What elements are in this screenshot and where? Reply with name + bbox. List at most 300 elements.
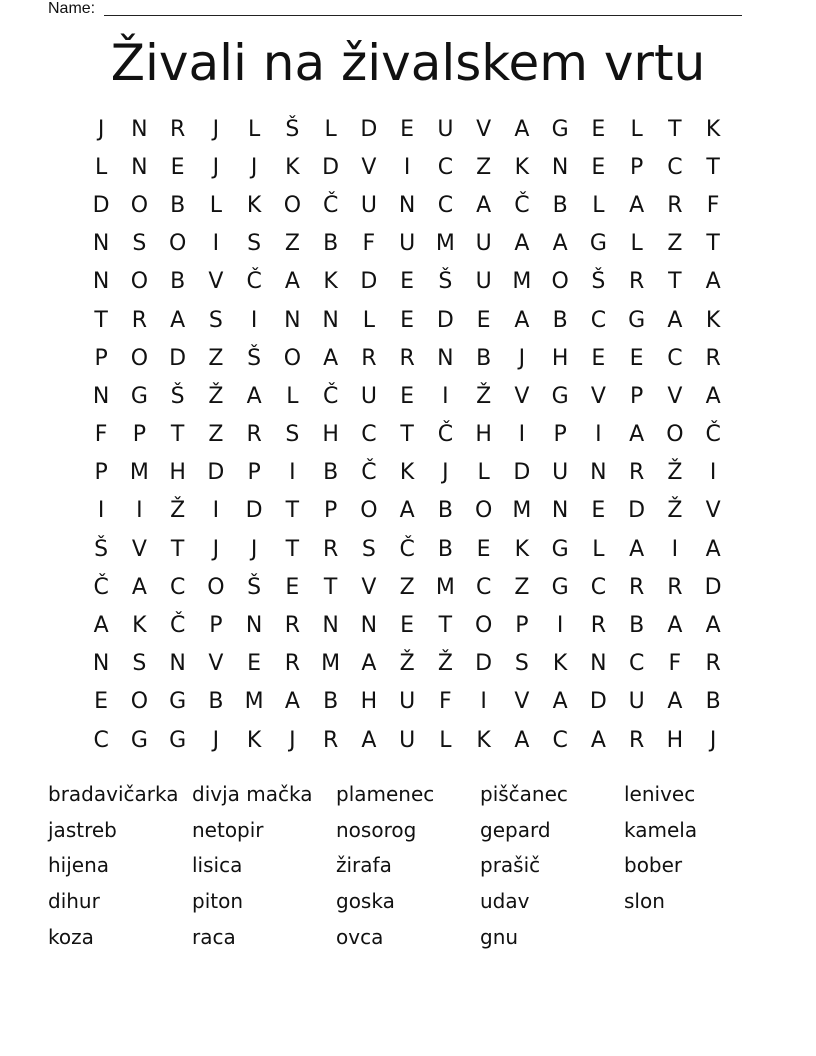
grid-letter: A — [284, 689, 300, 715]
grid-letter: C — [437, 154, 454, 180]
grid-letter: Č — [705, 422, 721, 448]
grid-letter: K — [246, 192, 262, 218]
grid-letter: U — [360, 383, 377, 409]
grid-letter: R — [399, 345, 415, 371]
grid-letter: B — [705, 689, 721, 715]
grid-letter: D — [589, 689, 607, 715]
grid-letter: E — [285, 574, 300, 600]
grid-letter: E — [400, 613, 415, 639]
grid-letter: O — [130, 192, 149, 218]
grid-letter: S — [247, 231, 262, 257]
grid-letter: J — [212, 116, 220, 142]
grid-letter: E — [400, 116, 415, 142]
grid-letter: O — [168, 231, 187, 257]
grid-letter: G — [628, 307, 646, 333]
grid-letter: U — [437, 116, 454, 142]
grid-letter: M — [129, 460, 149, 486]
grid-letter: V — [590, 383, 606, 409]
grid-letter: Š — [170, 383, 185, 409]
grid-letter: T — [400, 422, 414, 448]
grid-letter: R — [628, 574, 645, 600]
grid-letter: C — [169, 574, 186, 600]
grid-letter: L — [247, 116, 261, 142]
grid-letter: I — [136, 498, 143, 524]
grid-letter: O — [283, 192, 302, 218]
grid-letter: T — [323, 574, 338, 600]
word-list-item: piščanec — [480, 782, 568, 806]
grid-letter: G — [169, 727, 187, 753]
grid-letter: N — [284, 307, 301, 333]
grid-letter: D — [322, 154, 340, 180]
word-list-item: jastreb — [48, 817, 117, 842]
grid-letter: O — [360, 498, 378, 524]
grid-letter: N — [131, 116, 148, 142]
grid-letter: R — [284, 613, 301, 639]
grid-letter: Č — [399, 536, 415, 562]
grid-letter: S — [132, 231, 147, 257]
grid-letter: E — [591, 345, 606, 371]
grid-letter: T — [285, 536, 300, 562]
grid-letter: E — [591, 116, 606, 142]
grid-letter: J — [250, 536, 258, 562]
word-list-item: netopir — [192, 817, 264, 842]
word-list-item: gnu — [480, 924, 519, 949]
grid-letter: B — [208, 689, 224, 715]
grid-letter: R — [590, 613, 607, 639]
grid-letter: E — [591, 498, 606, 524]
grid-letter: L — [286, 383, 299, 409]
word-list-item: žirafa — [336, 853, 392, 878]
word-list-item: udav — [480, 889, 530, 914]
grid-letter: M — [435, 574, 455, 600]
grid-letter: N — [437, 345, 454, 371]
grid-letter: D — [436, 307, 454, 333]
grid-letter: Š — [438, 269, 453, 295]
grid-letter: J — [709, 727, 717, 753]
grid-letter: I — [97, 498, 105, 524]
grid-letter: A — [667, 689, 683, 715]
grid-letter: V — [131, 536, 147, 562]
grid-letter: N — [131, 154, 148, 180]
grid-letter: N — [92, 383, 110, 409]
word-list-item: slon — [624, 889, 665, 914]
grid-letter: P — [94, 460, 108, 486]
grid-letter: D — [92, 192, 110, 218]
grid-letter: O — [207, 574, 225, 600]
grid-letter: R — [705, 345, 721, 371]
grid-letter: P — [515, 613, 529, 639]
grid-letter: Š — [591, 269, 606, 295]
grid-letter: P — [629, 383, 644, 409]
grid-letter: N — [590, 651, 607, 677]
grid-letter: Č — [169, 613, 186, 639]
grid-letter: V — [361, 154, 377, 180]
grid-letter: J — [442, 460, 449, 486]
grid-letter: Ž — [437, 651, 453, 677]
grid-letter: S — [208, 307, 223, 333]
grid-letter: R — [667, 192, 683, 218]
grid-letter: M — [435, 231, 455, 257]
grid-letter: U — [399, 727, 416, 753]
grid-letter: K — [323, 269, 338, 295]
grid-letter: Č — [93, 574, 109, 600]
grid-letter: A — [629, 422, 645, 448]
word-list-item: goska — [336, 889, 395, 914]
grid-letter: A — [514, 116, 530, 142]
grid-letter: M — [512, 269, 532, 295]
grid-letter: B — [170, 269, 186, 295]
grid-letter: J — [97, 116, 105, 142]
grid-letter: A — [93, 613, 109, 639]
word-list-item: lenivec — [624, 782, 696, 806]
grid-letter: U — [475, 269, 492, 295]
word-list-item: koza — [48, 924, 94, 949]
grid-letter: C — [628, 651, 645, 677]
grid-letter: O — [130, 345, 149, 371]
grid-letter: D — [360, 116, 378, 142]
grid-letter: Z — [514, 574, 530, 600]
grid-letter: A — [514, 727, 530, 753]
grid-letter: G — [130, 727, 148, 753]
grid-letter: L — [94, 154, 108, 180]
grid-letter: B — [629, 613, 645, 639]
grid-letter: G — [551, 574, 569, 600]
grid-letter: U — [399, 231, 416, 257]
grid-letter: A — [667, 613, 683, 639]
word-search-grid — [82, 110, 732, 759]
grid-letter: T — [170, 536, 185, 562]
grid-letter: K — [705, 307, 721, 333]
grid-letter: I — [212, 231, 220, 257]
grid-letter: T — [94, 307, 108, 333]
grid-letter: U — [628, 689, 645, 715]
grid-letter: A — [705, 269, 721, 295]
word-list-item: dihur — [48, 889, 100, 914]
grid-letter: I — [289, 460, 296, 486]
grid-letter: G — [551, 536, 569, 562]
grid-letter: Č — [514, 192, 530, 218]
grid-letter: G — [551, 116, 569, 142]
grid-letter: D — [704, 574, 722, 600]
grid-letter: K — [476, 727, 491, 753]
grid-letter: R — [628, 727, 645, 753]
grid-letter: N — [590, 460, 607, 486]
grid-letter: E — [476, 307, 491, 333]
grid-letter: Š — [285, 116, 300, 142]
grid-letter: D — [628, 498, 646, 524]
grid-letter: Č — [361, 460, 377, 486]
grid-letter: S — [132, 651, 147, 677]
grid-letter: C — [552, 727, 568, 753]
grid-letter: K — [246, 727, 262, 753]
grid-letter: A — [399, 498, 415, 524]
grid-letter: Č — [246, 269, 262, 295]
grid-letter: H — [360, 689, 378, 715]
grid-letter: A — [590, 727, 606, 753]
grid-letter: B — [323, 460, 339, 486]
grid-letter: R — [169, 116, 186, 142]
grid-letter: N — [322, 307, 339, 333]
name-field — [48, 0, 95, 18]
grid-letter: T — [668, 116, 682, 142]
grid-letter: Z — [476, 154, 492, 180]
grid-letter: Z — [399, 574, 415, 600]
grid-letter: J — [212, 536, 220, 562]
grid-letter: F — [668, 651, 682, 677]
word-list-item: gepard — [480, 817, 551, 842]
word-list-item: lisica — [192, 853, 243, 878]
grid-letter: F — [362, 231, 376, 257]
grid-letter: F — [706, 192, 720, 218]
grid-letter: T — [668, 269, 682, 295]
grid-letter: N — [551, 498, 569, 524]
grid-letter: L — [630, 116, 643, 142]
grid-letter: B — [552, 307, 568, 333]
grid-letter: T — [170, 422, 185, 448]
grid-letter: E — [247, 651, 262, 677]
page-title: Živali na živalskem vrtu — [110, 34, 706, 92]
grid-letter: B — [323, 689, 339, 715]
grid-letter: I — [250, 307, 258, 333]
grid-letter: A — [552, 689, 568, 715]
grid-letter: J — [212, 154, 220, 180]
grid-letter: R — [628, 269, 645, 295]
grid-letter: N — [245, 613, 263, 639]
grid-letter: A — [131, 574, 147, 600]
grid-letter: O — [666, 422, 684, 448]
grid-letter: B — [437, 498, 453, 524]
grid-letter: C — [361, 422, 377, 448]
grid-letter: D — [360, 269, 378, 295]
grid-letter: P — [247, 460, 261, 486]
grid-letter: R — [628, 460, 645, 486]
grid-letter: E — [476, 536, 491, 562]
grid-letter: V — [514, 383, 530, 409]
grid-letter: V — [476, 116, 492, 142]
grid-letter: L — [324, 116, 337, 142]
grid-letter: P — [323, 498, 338, 524]
grid-letter: D — [207, 460, 225, 486]
grid-letter: A — [361, 727, 377, 753]
grid-letter: H — [169, 460, 186, 486]
grid-letter: H — [322, 422, 339, 448]
grid-letter: B — [437, 536, 453, 562]
grid-letter: R — [322, 536, 339, 562]
grid-letter: Š — [247, 574, 262, 600]
word-list-item: bober — [624, 853, 683, 878]
grid-letter: Z — [208, 422, 224, 448]
grid-letter: M — [244, 689, 264, 715]
grid-letter: I — [518, 422, 526, 448]
grid-letter: R — [667, 574, 683, 600]
grid-letter: B — [476, 345, 492, 371]
grid-letter: O — [130, 269, 149, 295]
grid-letter: L — [209, 192, 222, 218]
grid-letter: Ž — [399, 651, 415, 677]
grid-letter: Š — [247, 345, 262, 371]
grid-letter: A — [323, 345, 339, 371]
grid-letter: P — [132, 422, 147, 448]
grid-letter: B — [323, 231, 339, 257]
grid-letter: A — [284, 269, 300, 295]
grid-letter: K — [514, 154, 530, 180]
grid-letter: P — [94, 345, 108, 371]
grid-letter: A — [667, 307, 683, 333]
grid-letter: Z — [284, 231, 300, 257]
grid-letter: P — [629, 154, 644, 180]
grid-letter: N — [92, 231, 110, 257]
grid-letter: C — [667, 345, 683, 371]
grid-letter: V — [514, 689, 530, 715]
grid-letter: A — [361, 651, 377, 677]
grid-letter: R — [705, 651, 721, 677]
grid-letter: I — [480, 689, 487, 715]
grid-letter: B — [170, 192, 186, 218]
grid-letter: H — [475, 422, 492, 448]
grid-letter: R — [284, 651, 301, 677]
grid-letter: A — [514, 231, 530, 257]
grid-letter: K — [132, 613, 147, 639]
grid-letter: Ž — [667, 498, 683, 524]
grid-letter: N — [551, 154, 569, 180]
grid-letter: U — [360, 192, 377, 218]
grid-letter: A — [629, 192, 645, 218]
grid-letter: D — [245, 498, 263, 524]
word-list-item: prašič — [480, 853, 541, 878]
grid-letter: I — [442, 383, 449, 409]
grid-letter: N — [322, 613, 339, 639]
grid-letter: G — [589, 231, 607, 257]
grid-letter: L — [630, 231, 643, 257]
grid-letter: A — [629, 536, 645, 562]
grid-letter: J — [289, 727, 296, 753]
word-list — [48, 776, 768, 954]
grid-letter: V — [208, 269, 224, 295]
grid-letter: A — [514, 307, 530, 333]
grid-letter: E — [94, 689, 109, 715]
grid-letter: U — [475, 231, 492, 257]
grid-letter: L — [362, 307, 375, 333]
grid-letter: A — [170, 307, 186, 333]
grid-letter: T — [438, 613, 453, 639]
grid-letter: Č — [322, 383, 339, 409]
grid-letter: K — [285, 154, 300, 180]
grid-letter: A — [705, 613, 721, 639]
grid-letter: T — [706, 154, 720, 180]
grid-letter: Z — [667, 231, 683, 257]
grid-letter: L — [592, 536, 605, 562]
grid-letter: E — [629, 345, 644, 371]
grid-letter: G — [169, 689, 187, 715]
grid-letter: T — [285, 498, 300, 524]
grid-letter: N — [398, 192, 416, 218]
grid-letter: N — [169, 651, 186, 677]
grid-letter: N — [92, 269, 110, 295]
grid-letter: Ž — [208, 383, 224, 409]
grid-letter: P — [209, 613, 223, 639]
grid-letter: F — [439, 689, 452, 715]
word-list-item: ovca — [336, 924, 384, 949]
grid-letter: G — [130, 383, 148, 409]
grid-letter: R — [246, 422, 262, 448]
grid-letter: V — [361, 574, 377, 600]
grid-letter: N — [92, 651, 110, 677]
word-list-item: bradavičarka — [48, 782, 179, 806]
grid-letter: C — [667, 154, 683, 180]
grid-letter: J — [212, 727, 220, 753]
grid-letter: A — [705, 383, 721, 409]
word-list-item: raca — [192, 924, 236, 949]
grid-letter: G — [551, 383, 569, 409]
grid-letter: E — [170, 154, 185, 180]
grid-letter: E — [400, 269, 415, 295]
grid-letter: Ž — [170, 498, 186, 524]
grid-letter: O — [551, 269, 569, 295]
grid-letter: V — [705, 498, 721, 524]
word-list-item: hijena — [48, 853, 110, 878]
grid-letter: J — [250, 154, 258, 180]
grid-letter: S — [285, 422, 300, 448]
word-list-item: kamela — [624, 817, 698, 842]
grid-letter: D — [513, 460, 531, 486]
grid-letter: T — [706, 231, 720, 257]
grid-letter: Š — [94, 536, 109, 562]
grid-letter: D — [475, 651, 493, 677]
grid-letter: C — [590, 574, 607, 600]
grid-letter: A — [705, 536, 721, 562]
grid-letter: N — [360, 613, 378, 639]
grid-letter: O — [474, 498, 493, 524]
grid-letter: I — [709, 460, 717, 486]
grid-letter: I — [403, 154, 411, 180]
grid-letter: L — [477, 460, 490, 486]
grid-letter: A — [476, 192, 492, 218]
word-list-item: divja mačka — [192, 782, 313, 806]
name-label: Name: — [48, 0, 96, 17]
grid-letter: C — [590, 307, 607, 333]
grid-letter: C — [93, 727, 109, 753]
grid-letter: H — [551, 345, 569, 371]
word-list-item: piton — [192, 889, 244, 914]
grid-letter: U — [399, 689, 416, 715]
grid-letter: I — [556, 613, 564, 639]
grid-letter: S — [514, 651, 529, 677]
grid-letter: R — [131, 307, 148, 333]
grid-letter: V — [208, 651, 224, 677]
grid-letter: Č — [437, 422, 454, 448]
grid-letter: C — [475, 574, 492, 600]
grid-letter: J — [518, 345, 526, 371]
grid-letter: V — [667, 383, 683, 409]
grid-letter: M — [512, 498, 532, 524]
grid-letter: E — [400, 383, 415, 409]
grid-letter: A — [552, 231, 568, 257]
grid-letter: I — [671, 536, 679, 562]
grid-letter: K — [514, 536, 530, 562]
grid-letter: D — [169, 345, 187, 371]
grid-letter: I — [212, 498, 220, 524]
grid-letter: Č — [322, 192, 339, 218]
grid-letter: O — [283, 345, 302, 371]
grid-letter: R — [322, 727, 339, 753]
grid-letter: B — [552, 192, 568, 218]
grid-letter: Ž — [476, 383, 492, 409]
grid-letter: O — [474, 613, 493, 639]
grid-letter: Z — [208, 345, 224, 371]
grid-letter: K — [552, 651, 568, 677]
grid-letter: A — [246, 383, 262, 409]
grid-letter: U — [552, 460, 569, 486]
